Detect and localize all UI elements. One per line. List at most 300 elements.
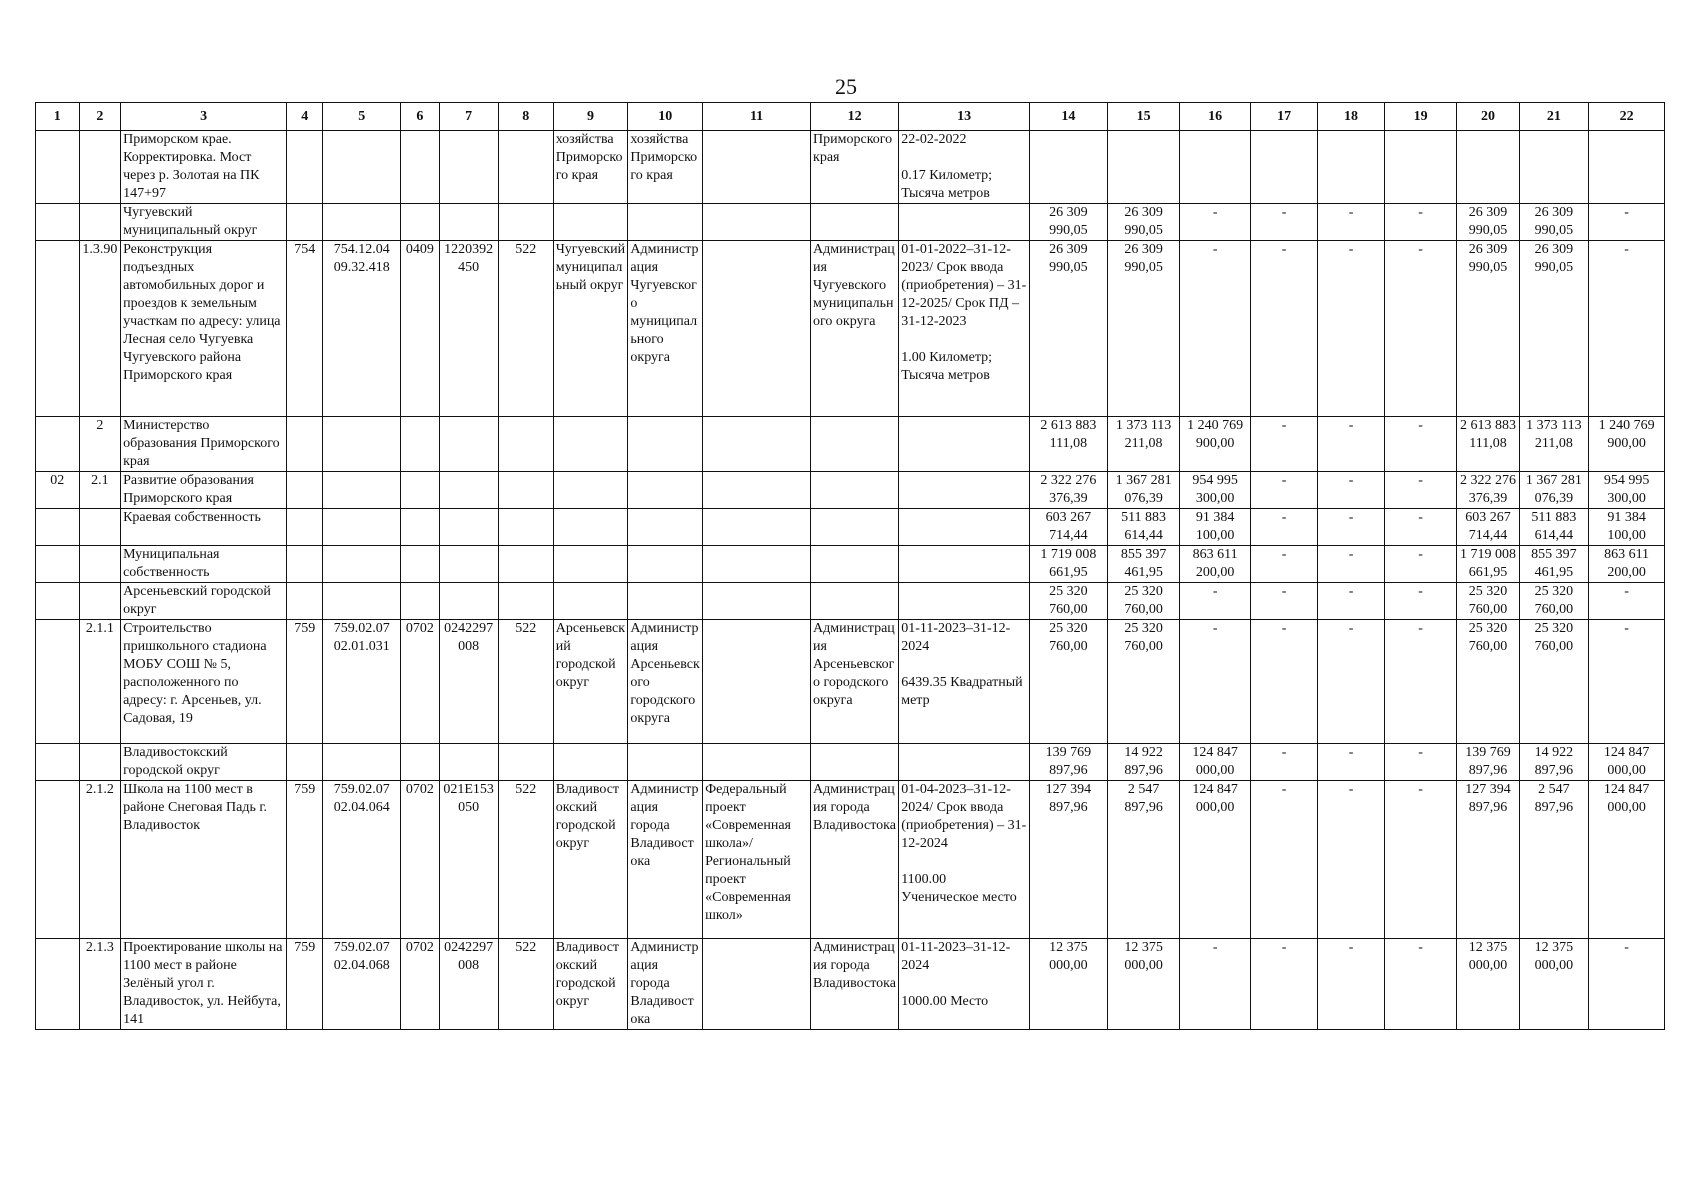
table-cell-col-4 [287, 546, 323, 583]
table-cell-col-22: - [1589, 939, 1665, 1030]
table-cell-col-5: 759.02.07 02.01.031 [323, 620, 401, 744]
page-number: 25 [835, 74, 857, 99]
table-cell-col-17 [1250, 131, 1317, 204]
table-cell-col-11 [703, 241, 811, 417]
table-cell-col-21: 1 373 113 211,08 [1519, 417, 1589, 472]
table-cell-col-8: 522 [498, 620, 553, 744]
column-header-6: 6 [401, 103, 439, 131]
table-cell-col-10: Администрация города Владивостока [628, 781, 703, 939]
table-cell-col-9 [553, 583, 628, 620]
table-cell-col-12 [811, 509, 899, 546]
column-header-10: 10 [628, 103, 703, 131]
table-cell-col-1 [36, 620, 80, 744]
table-cell-col-15: 855 397 461,95 [1107, 546, 1180, 583]
table-cell-col-10: хозяйства Приморского края [628, 131, 703, 204]
table-cell-col-17: - [1250, 546, 1317, 583]
table-cell-col-6 [401, 583, 439, 620]
table-cell-col-14: 603 267 714,44 [1029, 509, 1107, 546]
table-cell-col-6 [401, 509, 439, 546]
table-cell-col-15: 25 320 760,00 [1107, 620, 1180, 744]
table-cell-col-6: 0409 [401, 241, 439, 417]
table-cell-col-22: 124 847 000,00 [1589, 744, 1665, 781]
table-cell-col-18: - [1318, 939, 1384, 1030]
table-cell-col-11 [703, 417, 811, 472]
table-cell-col-13: 01-04-2023–31-12-2024/ Срок ввода (приобретения) – 31-12-2024 1100.00 Ученическое место [899, 781, 1030, 939]
table-cell-col-13 [899, 204, 1030, 241]
table-cell-col-11 [703, 131, 811, 204]
table-cell-col-15: 26 309 990,05 [1107, 241, 1180, 417]
table-cell-col-7 [439, 509, 498, 546]
table-cell-col-17: - [1250, 781, 1317, 939]
table-cell-col-7 [439, 744, 498, 781]
table-cell-col-18 [1318, 131, 1384, 204]
table-cell-col-17: - [1250, 241, 1317, 417]
table-cell-col-13 [899, 744, 1030, 781]
table-cell-col-9 [553, 509, 628, 546]
table-cell-col-19 [1384, 131, 1457, 204]
table-cell-col-8 [498, 472, 553, 509]
column-header-15: 15 [1107, 103, 1180, 131]
table-cell-col-16: - [1180, 204, 1251, 241]
table-cell-col-6: 0702 [401, 620, 439, 744]
table-cell-col-12: Администрация города Владивостока [811, 939, 899, 1030]
table-cell-col-9: хозяйства Приморского края [553, 131, 628, 204]
table-cell-col-8 [498, 204, 553, 241]
table-cell-col-7: 1220392450 [439, 241, 498, 417]
table-cell-col-11 [703, 583, 811, 620]
table-cell-col-4 [287, 583, 323, 620]
table-cell-col-3: Краевая собственность [121, 509, 287, 546]
table-cell-col-15: 14 922 897,96 [1107, 744, 1180, 781]
table-cell-col-18: - [1318, 241, 1384, 417]
table-cell-col-4: 759 [287, 620, 323, 744]
table-cell-col-15 [1107, 131, 1180, 204]
table-body [36, 131, 1665, 1030]
table-cell-col-21: 25 320 760,00 [1519, 620, 1589, 744]
table-cell-col-9 [553, 546, 628, 583]
table-cell-col-7 [439, 583, 498, 620]
table-cell-col-5 [323, 546, 401, 583]
table-cell-col-14: 139 769 897,96 [1029, 744, 1107, 781]
table-cell-col-15: 1 373 113 211,08 [1107, 417, 1180, 472]
table-cell-col-2: 1.3.90 [79, 241, 121, 417]
table-cell-col-6: 0702 [401, 781, 439, 939]
table-cell-col-4: 759 [287, 781, 323, 939]
table-cell-col-18: - [1318, 744, 1384, 781]
table-cell-col-1 [36, 744, 80, 781]
table-cell-col-12 [811, 744, 899, 781]
table-cell-col-19: - [1384, 546, 1457, 583]
table-cell-col-8 [498, 583, 553, 620]
table-cell-col-5 [323, 131, 401, 204]
table-cell-col-18: - [1318, 583, 1384, 620]
table-cell-col-10: Администрация Чугуевского муниципального округа [628, 241, 703, 417]
table-row [36, 781, 1665, 939]
table-cell-col-3: Реконструкция подъездных автомобильных дорог и проездов к земельным участкам по адресу: улица Лесная село Чугуевка Чугуевского района Приморского края [121, 241, 287, 417]
table-cell-col-13 [899, 583, 1030, 620]
table-cell-col-8 [498, 744, 553, 781]
column-header-12: 12 [811, 103, 899, 131]
column-header-18: 18 [1318, 103, 1384, 131]
table-cell-col-6 [401, 417, 439, 472]
table-cell-col-19: - [1384, 472, 1457, 509]
table-cell-col-4 [287, 204, 323, 241]
table-cell-col-15: 26 309 990,05 [1107, 204, 1180, 241]
column-header-2: 2 [79, 103, 121, 131]
table-cell-col-18: - [1318, 546, 1384, 583]
table-cell-col-15: 511 883 614,44 [1107, 509, 1180, 546]
table-cell-col-22: 1 240 769 900,00 [1589, 417, 1665, 472]
table-cell-col-2 [79, 204, 121, 241]
table-cell-col-12 [811, 583, 899, 620]
table-cell-col-13 [899, 509, 1030, 546]
table-cell-col-8: 522 [498, 939, 553, 1030]
column-header-8: 8 [498, 103, 553, 131]
table-cell-col-22: - [1589, 583, 1665, 620]
table-cell-col-14: 2 613 883 111,08 [1029, 417, 1107, 472]
table-cell-col-2 [79, 583, 121, 620]
column-header-17: 17 [1250, 103, 1317, 131]
table-cell-col-6 [401, 131, 439, 204]
table-cell-col-3: Проектирование школы на 1100 мест в районе Зелёный угол г. Владивосток, ул. Нейбута, 141 [121, 939, 287, 1030]
table-cell-col-10 [628, 546, 703, 583]
table-cell-col-10 [628, 204, 703, 241]
table-cell-col-13 [899, 417, 1030, 472]
table-cell-col-16 [1180, 131, 1251, 204]
column-header-13: 13 [899, 103, 1030, 131]
table-cell-col-14: 25 320 760,00 [1029, 583, 1107, 620]
table-cell-col-22 [1589, 131, 1665, 204]
table-cell-col-10: Администрация города Владивостока [628, 939, 703, 1030]
table-cell-col-4 [287, 509, 323, 546]
table-cell-col-9: Владивостокский городской округ [553, 939, 628, 1030]
column-header-7: 7 [439, 103, 498, 131]
table-cell-col-10 [628, 472, 703, 509]
table-cell-col-12 [811, 546, 899, 583]
table-cell-col-18: - [1318, 509, 1384, 546]
table-cell-col-14: 26 309 990,05 [1029, 204, 1107, 241]
table-cell-col-4 [287, 472, 323, 509]
table-cell-col-8: 522 [498, 781, 553, 939]
table-cell-col-11 [703, 620, 811, 744]
column-header-21: 21 [1519, 103, 1589, 131]
table-cell-col-16: 124 847 000,00 [1180, 781, 1251, 939]
table-cell-col-11 [703, 744, 811, 781]
table-cell-col-7 [439, 417, 498, 472]
table-cell-col-15: 1 367 281 076,39 [1107, 472, 1180, 509]
table-cell-col-4 [287, 744, 323, 781]
table-cell-col-20: 1 719 008 661,95 [1457, 546, 1519, 583]
table-cell-col-18: - [1318, 204, 1384, 241]
table-cell-col-21: 26 309 990,05 [1519, 204, 1589, 241]
table-cell-col-10: Администрация Арсеньевского городского округа [628, 620, 703, 744]
table-cell-col-12 [811, 417, 899, 472]
table-cell-col-20: 25 320 760,00 [1457, 583, 1519, 620]
table-cell-col-6: 0702 [401, 939, 439, 1030]
table-cell-col-16: - [1180, 620, 1251, 744]
table-cell-col-17: - [1250, 509, 1317, 546]
table-cell-col-12: Администрация города Владивостока [811, 781, 899, 939]
table-cell-col-9 [553, 204, 628, 241]
table-cell-col-3: Строительство пришкольного стадиона МОБУ СОШ № 5, расположенного по адресу: г. Арсеньев, ул. Садовая, 19 [121, 620, 287, 744]
column-header-9: 9 [553, 103, 628, 131]
table-cell-col-18: - [1318, 417, 1384, 472]
table-cell-col-3: Владивостокский городской округ [121, 744, 287, 781]
table-cell-col-1: 02 [36, 472, 80, 509]
table-cell-col-3: Министерство образования Приморского края [121, 417, 287, 472]
table-cell-col-3: Развитие образования Приморского края [121, 472, 287, 509]
column-header-1: 1 [36, 103, 80, 131]
table-cell-col-15: 2 547 897,96 [1107, 781, 1180, 939]
table-cell-col-8: 522 [498, 241, 553, 417]
table-cell-col-9: Владивостокский городской округ [553, 781, 628, 939]
table-cell-col-19: - [1384, 781, 1457, 939]
table-cell-col-5 [323, 744, 401, 781]
table-cell-col-1 [36, 241, 80, 417]
table-cell-col-1 [36, 509, 80, 546]
column-header-11: 11 [703, 103, 811, 131]
table-cell-col-6 [401, 472, 439, 509]
table-cell-col-20 [1457, 131, 1519, 204]
table-cell-col-1 [36, 583, 80, 620]
table-cell-col-10 [628, 417, 703, 472]
column-header-14: 14 [1029, 103, 1107, 131]
table-cell-col-3: Муниципальная собственность [121, 546, 287, 583]
table-cell-col-20: 2 613 883 111,08 [1457, 417, 1519, 472]
table-cell-col-7 [439, 472, 498, 509]
table-cell-col-2: 2.1 [79, 472, 121, 509]
table-cell-col-13 [899, 546, 1030, 583]
table-cell-col-11 [703, 204, 811, 241]
table-cell-col-5: 759.02.07 02.04.064 [323, 781, 401, 939]
table-cell-col-7 [439, 204, 498, 241]
table-row [36, 546, 1665, 583]
table-row [36, 472, 1665, 509]
table-cell-col-6 [401, 204, 439, 241]
table-cell-col-16: 863 611 200,00 [1180, 546, 1251, 583]
table-cell-col-3: Арсеньевский городской округ [121, 583, 287, 620]
table-cell-col-5 [323, 472, 401, 509]
table-cell-col-12 [811, 204, 899, 241]
table-cell-col-4 [287, 131, 323, 204]
table-cell-col-7: 0242297008 [439, 620, 498, 744]
table-cell-col-5 [323, 204, 401, 241]
table-cell-col-2: 2 [79, 417, 121, 472]
table-cell-col-2 [79, 546, 121, 583]
table-cell-col-1 [36, 546, 80, 583]
table-cell-col-9: Чугуевский муниципальный округ [553, 241, 628, 417]
table-cell-col-7: 0242297008 [439, 939, 498, 1030]
table-cell-col-21 [1519, 131, 1589, 204]
column-header-5: 5 [323, 103, 401, 131]
table-cell-col-11: Федеральный проект «Современная школа»/Региональный проект «Современная школ» [703, 781, 811, 939]
table-cell-col-11 [703, 939, 811, 1030]
table-row [36, 744, 1665, 781]
table-cell-col-22: 863 611 200,00 [1589, 546, 1665, 583]
table-cell-col-13: 01-01-2022–31-12-2023/ Срок ввода (приобретения) – 31-12-2025/ Срок ПД – 31-12-2023 1.00 Километр; Тысяча метров [899, 241, 1030, 417]
table-cell-col-17: - [1250, 583, 1317, 620]
table-cell-col-20: 139 769 897,96 [1457, 744, 1519, 781]
table-cell-col-4: 754 [287, 241, 323, 417]
table-cell-col-16: 954 995 300,00 [1180, 472, 1251, 509]
table-cell-col-20: 26 309 990,05 [1457, 241, 1519, 417]
table-cell-col-17: - [1250, 472, 1317, 509]
table-cell-col-14 [1029, 131, 1107, 204]
table-cell-col-4 [287, 417, 323, 472]
table-cell-col-9 [553, 472, 628, 509]
table-cell-col-12: Приморского края [811, 131, 899, 204]
table-cell-col-19: - [1384, 204, 1457, 241]
table-cell-col-18: - [1318, 472, 1384, 509]
table-cell-col-5: 754.12.04 09.32.418 [323, 241, 401, 417]
table-cell-col-14: 12 375 000,00 [1029, 939, 1107, 1030]
table-cell-col-7: 021E153050 [439, 781, 498, 939]
table-cell-col-22: - [1589, 241, 1665, 417]
table-cell-col-16: - [1180, 939, 1251, 1030]
table-cell-col-14: 127 394 897,96 [1029, 781, 1107, 939]
table-cell-col-2 [79, 131, 121, 204]
table-cell-col-17: - [1250, 204, 1317, 241]
table-cell-col-10 [628, 744, 703, 781]
table-row [36, 620, 1665, 744]
table-cell-col-13: 22-02-2022 0.17 Километр; Тысяча метров [899, 131, 1030, 204]
table-cell-col-11 [703, 546, 811, 583]
table-cell-col-13: 01-11-2023–31-12-2024 6439.35 Квадратный метр [899, 620, 1030, 744]
table-cell-col-22: - [1589, 204, 1665, 241]
table-cell-col-3: Школа на 1100 мест в районе Снеговая Падь г. Владивосток [121, 781, 287, 939]
table-cell-col-8 [498, 131, 553, 204]
table-cell-col-17: - [1250, 939, 1317, 1030]
table-cell-col-18: - [1318, 620, 1384, 744]
table-cell-col-17: - [1250, 744, 1317, 781]
table-cell-col-22: - [1589, 620, 1665, 744]
table-row [36, 417, 1665, 472]
table-row [36, 583, 1665, 620]
table-cell-col-19: - [1384, 583, 1457, 620]
table-cell-col-19: - [1384, 417, 1457, 472]
table-cell-col-8 [498, 417, 553, 472]
table-cell-col-7 [439, 546, 498, 583]
table-cell-col-20: 127 394 897,96 [1457, 781, 1519, 939]
table-cell-col-21: 855 397 461,95 [1519, 546, 1589, 583]
table-cell-col-9 [553, 417, 628, 472]
table-cell-col-21: 511 883 614,44 [1519, 509, 1589, 546]
table-row [36, 241, 1665, 417]
table-cell-col-19: - [1384, 939, 1457, 1030]
header-row [36, 103, 1665, 131]
table-cell-col-14: 26 309 990,05 [1029, 241, 1107, 417]
column-header-20: 20 [1457, 103, 1519, 131]
table-cell-col-2 [79, 744, 121, 781]
table-cell-col-17: - [1250, 620, 1317, 744]
table-cell-col-8 [498, 546, 553, 583]
table-cell-col-4: 759 [287, 939, 323, 1030]
table-cell-col-16: - [1180, 583, 1251, 620]
table-cell-col-22: 91 384 100,00 [1589, 509, 1665, 546]
table-cell-col-6 [401, 546, 439, 583]
budget-table [35, 102, 1665, 1030]
table-cell-col-10 [628, 509, 703, 546]
table-cell-col-2: 2.1.2 [79, 781, 121, 939]
table-cell-col-14: 2 322 276 376,39 [1029, 472, 1107, 509]
table-cell-col-1 [36, 131, 80, 204]
column-header-19: 19 [1384, 103, 1457, 131]
table-cell-col-5 [323, 509, 401, 546]
column-header-22: 22 [1589, 103, 1665, 131]
table-cell-col-15: 25 320 760,00 [1107, 583, 1180, 620]
table-cell-col-10 [628, 583, 703, 620]
table-cell-col-21: 25 320 760,00 [1519, 583, 1589, 620]
table-cell-col-1 [36, 417, 80, 472]
table-row [36, 204, 1665, 241]
table-cell-col-21: 14 922 897,96 [1519, 744, 1589, 781]
table-cell-col-20: 2 322 276 376,39 [1457, 472, 1519, 509]
table-cell-col-9 [553, 744, 628, 781]
table-cell-col-2: 2.1.3 [79, 939, 121, 1030]
column-header-16: 16 [1180, 103, 1251, 131]
table-cell-col-21: 26 309 990,05 [1519, 241, 1589, 417]
table-cell-col-13 [899, 472, 1030, 509]
table-cell-col-5 [323, 417, 401, 472]
column-header-4: 4 [287, 103, 323, 131]
table-cell-col-20: 25 320 760,00 [1457, 620, 1519, 744]
table-cell-col-5: 759.02.07 02.04.068 [323, 939, 401, 1030]
table-cell-col-2: 2.1.1 [79, 620, 121, 744]
table-cell-col-14: 1 719 008 661,95 [1029, 546, 1107, 583]
table-cell-col-12: Администрация Чугуевского муниципального округа [811, 241, 899, 417]
column-header-3: 3 [121, 103, 287, 131]
table-cell-col-2 [79, 509, 121, 546]
table-cell-col-16: 124 847 000,00 [1180, 744, 1251, 781]
table-cell-col-17: - [1250, 417, 1317, 472]
table-cell-col-21: 2 547 897,96 [1519, 781, 1589, 939]
table-cell-col-1 [36, 781, 80, 939]
table-cell-col-20: 12 375 000,00 [1457, 939, 1519, 1030]
table-cell-col-7 [439, 131, 498, 204]
table-cell-col-20: 26 309 990,05 [1457, 204, 1519, 241]
table-cell-col-16: - [1180, 241, 1251, 417]
table-cell-col-11 [703, 509, 811, 546]
table-cell-col-3: Чугуевский муниципальный округ [121, 204, 287, 241]
table-cell-col-1 [36, 204, 80, 241]
table-cell-col-6 [401, 744, 439, 781]
table-cell-col-19: - [1384, 620, 1457, 744]
table-cell-col-20: 603 267 714,44 [1457, 509, 1519, 546]
table-cell-col-21: 12 375 000,00 [1519, 939, 1589, 1030]
table-cell-col-19: - [1384, 509, 1457, 546]
table-cell-col-1 [36, 939, 80, 1030]
table-cell-col-16: 1 240 769 900,00 [1180, 417, 1251, 472]
table-cell-col-11 [703, 472, 811, 509]
table-cell-col-16: 91 384 100,00 [1180, 509, 1251, 546]
table-cell-col-19: - [1384, 241, 1457, 417]
table-cell-col-22: 124 847 000,00 [1589, 781, 1665, 939]
table-cell-col-12 [811, 472, 899, 509]
table-row [36, 131, 1665, 204]
table-cell-col-9: Арсеньевский городской округ [553, 620, 628, 744]
table-cell-col-13: 01-11-2023–31-12-2024 1000.00 Место [899, 939, 1030, 1030]
table-cell-col-14: 25 320 760,00 [1029, 620, 1107, 744]
table-cell-col-8 [498, 509, 553, 546]
table-cell-col-15: 12 375 000,00 [1107, 939, 1180, 1030]
table-cell-col-18: - [1318, 781, 1384, 939]
table-cell-col-19: - [1384, 744, 1457, 781]
table-cell-col-22: 954 995 300,00 [1589, 472, 1665, 509]
table-cell-col-3: Приморском крае. Корректировка. Мост через р. Золотая на ПК 147+97 [121, 131, 287, 204]
table-cell-col-21: 1 367 281 076,39 [1519, 472, 1589, 509]
table-row [36, 509, 1665, 546]
table-cell-col-5 [323, 583, 401, 620]
